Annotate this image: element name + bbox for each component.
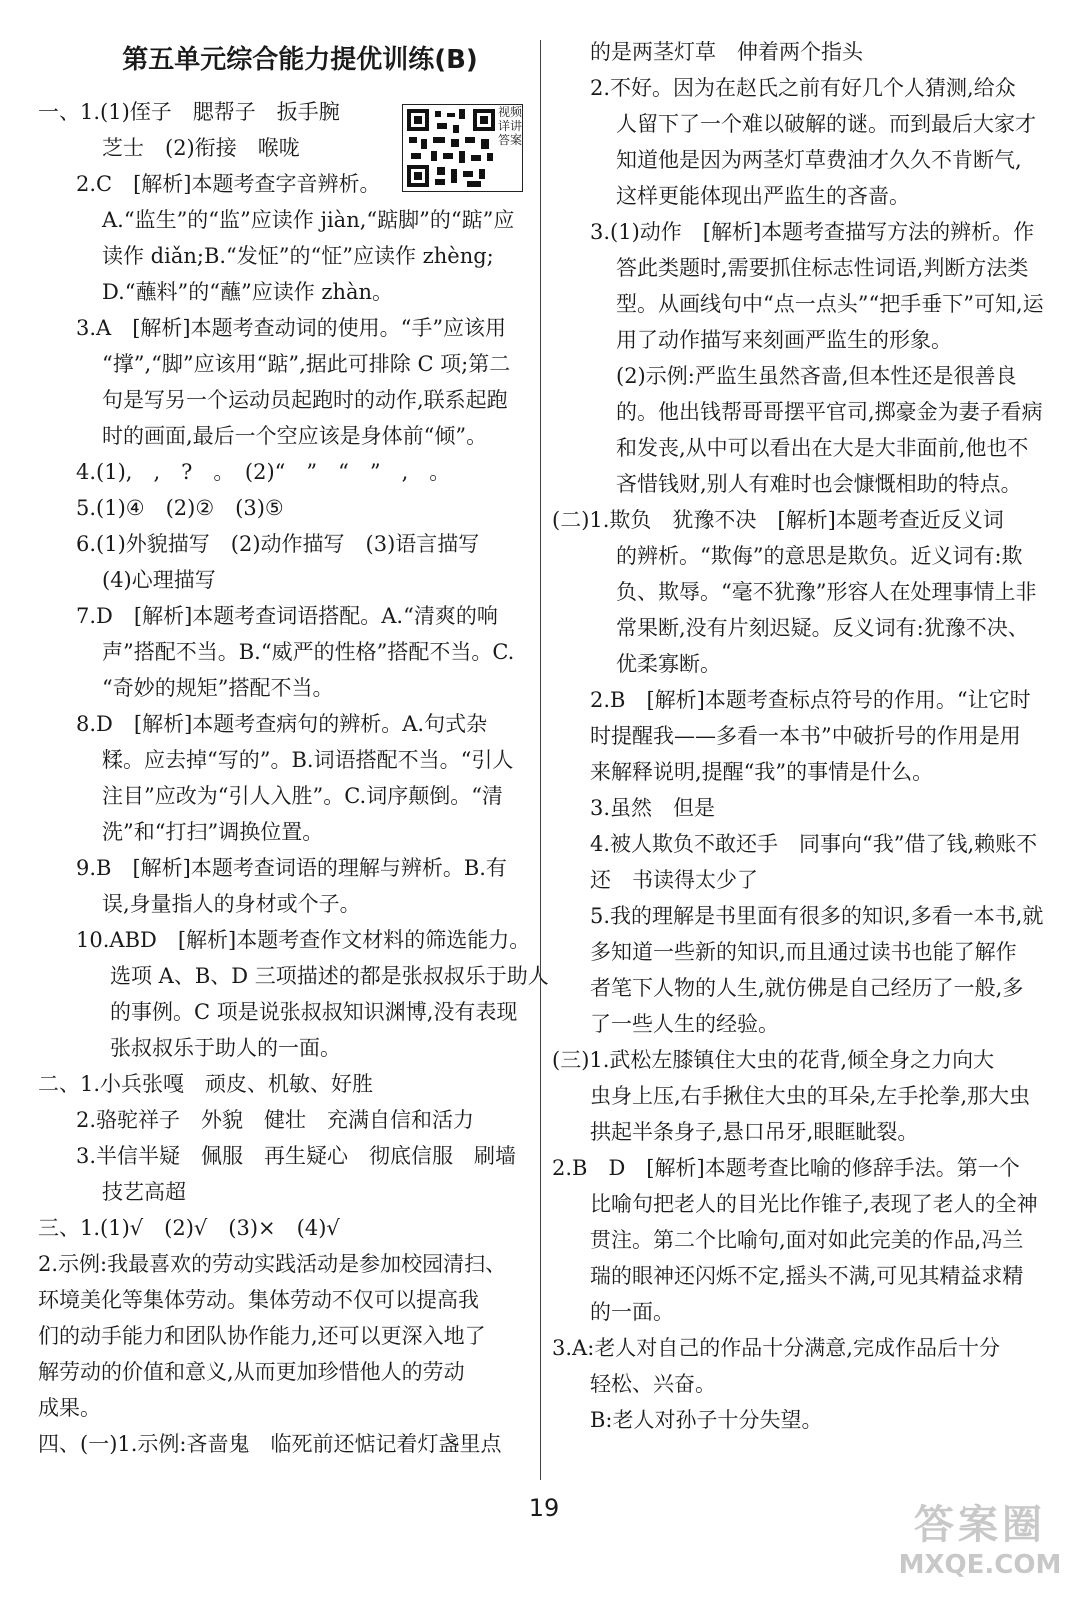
answer-line: B:老人对孙子十分失望。: [590, 1408, 823, 1432]
answer-line: 四、(一)1.示例:吝啬鬼 临死前还惦记着灯盏里点: [38, 1432, 502, 1456]
answer-line: 的。他出钱帮哥哥摆平官司,掷豪金为妻子看病: [616, 400, 1043, 424]
answer-line: 的是两茎灯草 伸着两个指头: [590, 40, 863, 64]
left-column: [38, 94, 549, 1462]
column-divider: [540, 40, 541, 1480]
answer-line: 知道他是因为两茎灯草费油才久久不肯断气,: [616, 148, 1022, 172]
answer-line: 成果。: [38, 1396, 101, 1420]
answer-line: 4.(1), , ? 。 (2)“ ” “ ” , 。: [76, 460, 451, 484]
answer-line: 贯注。第二个比喻句,面对如此完美的作品,冯兰: [590, 1228, 1024, 1252]
answer-line: 解劳动的价值和意义,从而更加珍惜他人的劳动: [38, 1360, 465, 1384]
answer-line: 型。从画线句中“点一点头”“把手垂下”可知,运: [616, 292, 1044, 316]
answer-line: (三)1.武松左膝镇住大虫的花背,倾全身之力向大: [552, 1048, 995, 1072]
answer-line: 多知道一些新的知识,而且通过读书也能了解作: [590, 940, 1017, 964]
watermark-url: MXQE.COM: [898, 1550, 1062, 1580]
answer-line: 的辨析。“欺侮”的意思是欺负。近义词有:欺: [616, 544, 1023, 568]
answer-line: 3.虽然 但是: [590, 796, 716, 820]
answer-line: (二)1.欺负 犹豫不决 [解析]本题考查近反义词: [552, 508, 1004, 532]
answer-line: 来解释说明,提醒“我”的事情是什么。: [590, 760, 934, 784]
answer-line: 拱起半条身子,悬口吊牙,眼眶眦裂。: [590, 1120, 919, 1144]
answer-line: 7.D [解析]本题考查词语搭配。A.“清爽的响: [76, 604, 498, 628]
answer-line: 用了动作描写来刻画严监生的形象。: [616, 328, 952, 352]
answer-line: 的事例。C 项是说张叔叔知识渊博,没有表现: [110, 1000, 518, 1024]
answer-line: 答此类题时,需要抓住标志性词语,判断方法类: [616, 256, 1029, 280]
answer-line: 虫身上压,右手揪住大虫的耳朵,左手抡拳,那大虫: [590, 1084, 1031, 1108]
answer-line: 吝惜钱财,别人有难时也会慷慨相助的特点。: [616, 472, 1022, 496]
answer-line: D.“蘸料”的“蘸”应读作 zhàn。: [102, 280, 394, 304]
answer-line: 句是写另一个运动员起跑时的动作,联系起跑: [102, 388, 508, 412]
answer-line: 2.示例:我最喜欢的劳动实践活动是参加校园清扫、: [38, 1252, 507, 1276]
answer-line: 时提醒我——多看一本书”中破折号的作用是用: [590, 724, 1021, 748]
answer-line: 声”搭配不当。B.“威严的性格”搭配不当。C.: [102, 640, 515, 664]
answer-line: 5.(1)④ (2)② (3)⑤: [76, 496, 284, 520]
answer-line: 读作 diǎn;B.“发怔”的“怔”应读作 zhèng;: [102, 244, 494, 268]
page-number: 19: [528, 1494, 560, 1522]
answer-line: 这样更能体现出严监生的吝啬。: [616, 184, 910, 208]
answer-line: 2.B [解析]本题考查标点符号的作用。“让它时: [590, 688, 1031, 712]
answer-line: 人留下了一个难以破解的谜。而到最后大家才: [616, 112, 1036, 136]
answer-line: 6.(1)外貌描写 (2)动作描写 (3)语言描写: [76, 532, 480, 556]
answer-line: 选项 A、B、D 三项描述的都是张叔叔乐于助人: [110, 964, 549, 988]
answer-line: A.“监生”的“监”应读作 jiàn,“踮脚”的“踮”应: [102, 208, 515, 232]
answer-line: 时的画面,最后一个空应该是身体前“倾”。: [102, 424, 488, 448]
answer-line: 瑞的眼神还闪烁不定,摇头不满,可见其精益求精: [590, 1264, 1024, 1288]
answer-line: 还 书读得太少了: [590, 868, 758, 892]
answer-line: “奇妙的规矩”搭配不当。: [102, 676, 334, 700]
answer-line: 三、1.(1)√ (2)√ (3)× (4)√: [38, 1216, 340, 1240]
answer-line: 3.半信半疑 佩服 再生疑心 彻底信服 刷墙: [76, 1144, 517, 1168]
watermark-logo: [880, 1500, 1080, 1590]
qr-caption: 视频详讲答案: [498, 104, 523, 192]
answer-line: 糅。应去掉“写的”。B.词语搭配不当。“引人: [102, 748, 514, 772]
answer-line: 一、1.(1)侄子 腮帮子 扳手腕: [38, 100, 340, 124]
answer-line: 了一些人生的经验。: [590, 1012, 779, 1036]
answer-line: 9.B [解析]本题考查词语的理解与辨析。B.有: [76, 856, 507, 880]
answer-line: 张叔叔乐于助人的一面。: [110, 1036, 341, 1060]
answer-line: 常果断,没有片刻迟疑。反义词有:犹豫不决、: [616, 616, 1029, 640]
page-title: 第五单元综合能力提优训练(B): [122, 45, 478, 75]
watermark-text: 答案圈: [914, 1502, 1046, 1548]
answer-line: 们的动手能力和团队协作能力,还可以更深入地了: [38, 1324, 486, 1348]
right-column: [552, 34, 1052, 1438]
answer-line: 2.不好。因为在赵氏之前有好几个人猜测,给众: [590, 76, 1016, 100]
answer-line: 环境美化等集体劳动。集体劳动不仅可以提高我: [38, 1288, 479, 1312]
answer-line: 4.被人欺负不敢还手 同事向“我”借了钱,赖账不: [590, 832, 1038, 856]
answer-line: 技艺高超: [102, 1180, 186, 1204]
answer-line: 8.D [解析]本题考查病句的辨析。A.句式杂: [76, 712, 488, 736]
answer-line: 二、1.小兵张嘎 顽皮、机敏、好胜: [38, 1072, 374, 1096]
answer-line: 轻松、兴奋。: [590, 1372, 716, 1396]
answer-line: 误,身量指人的身材或个子。: [102, 892, 361, 916]
answer-line: (4)心理描写: [102, 568, 216, 592]
answer-line: 10.ABD [解析]本题考查作文材料的筛选能力。: [76, 928, 531, 952]
answer-line: 2.C [解析]本题考查字音辨析。: [76, 172, 381, 196]
answer-line: 2.骆驼祥子 外貌 健壮 充满自信和活力: [76, 1108, 475, 1132]
answer-line: 的一面。: [590, 1300, 674, 1324]
answer-line: 3.A [解析]本题考查动词的使用。“手”应该用: [76, 316, 507, 340]
answer-line: 3.A:老人对自己的作品十分满意,完成作品后十分: [552, 1336, 1000, 1360]
answer-line: 比喻句把老人的目光比作锥子,表现了老人的全神: [590, 1192, 1038, 1216]
answer-line: 5.我的理解是书里面有很多的知识,多看一本书,就: [590, 904, 1044, 928]
answer-line: “撑”,“脚”应该用“踮”,据此可排除 C 项;第二: [102, 352, 511, 376]
answer-line: 2.B D [解析]本题考查比喻的修辞手法。第一个: [552, 1156, 1020, 1180]
answer-line: 优柔寡断。: [616, 652, 721, 676]
answer-line: 注目”应改为“引人入胜”。C.词序颠倒。“清: [102, 784, 503, 808]
answer-line: 负、欺辱。“毫不犹豫”形容人在处理事情上非: [616, 580, 1037, 604]
answer-line: (2)示例:严监生虽然吝啬,但本性还是很善良: [616, 364, 1017, 388]
answer-line: 和发丧,从中可以看出在大是大非面前,他也不: [616, 436, 1029, 460]
answer-line: 3.(1)动作 [解析]本题考查描写方法的辨析。作: [590, 220, 1035, 244]
answer-line: 洗”和“打扫”调换位置。: [102, 820, 324, 844]
answer-line: 芝士 (2)衔接 喉咙: [102, 136, 300, 160]
answer-line: 者笔下人物的人生,就仿佛是自己经历了一般,多: [590, 976, 1024, 1000]
